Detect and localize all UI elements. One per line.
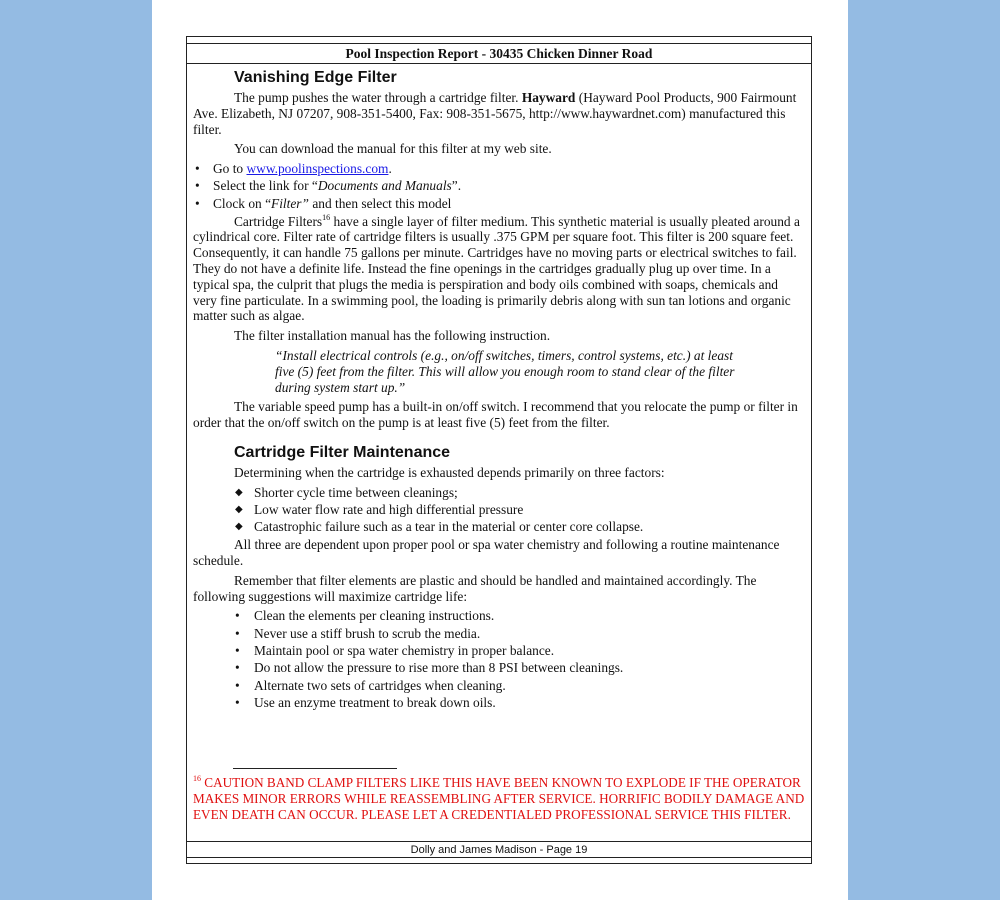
manual-intro-paragraph: The filter installation manual has the following instruction. xyxy=(234,328,551,344)
diamond-bullet-icon: ◆ xyxy=(235,504,243,516)
list-item: ◆ Low water flow rate and high differential pressure xyxy=(235,502,524,518)
remember-paragraph: Remember that filter elements are plastic and should be handled and maintained accordingly. The following suggestions will maximize cartridge life: xyxy=(193,572,757,604)
list-item: • Do not allow the pressure to rise more than 8 PSI between cleanings. xyxy=(235,660,624,676)
list-item: • Go to www.poolinspections.com. xyxy=(195,161,392,177)
list-item: ◆ Shorter cycle time between cleanings; xyxy=(235,484,458,500)
poolinspections-link[interactable]: www.poolinspections.com xyxy=(246,161,389,177)
page-body xyxy=(193,64,805,713)
bullet-icon: • xyxy=(195,195,200,211)
filter-intro-paragraph: The pump pushes the water through a cartridge filter. Hayward (Hayward Pool Products, 900 Fairmount Ave. Elizabeth, NJ 07207, 908-351-5400, Fax: 908-351-5675, http://www.haywardnet.com) manufactured this filter. xyxy=(193,90,797,137)
bullet-icon: • xyxy=(235,660,240,676)
download-steps-list xyxy=(193,161,805,211)
list-item: ◆ Catastrophic failure such as a tear in the material or center core collapse. xyxy=(235,519,644,535)
recommendation-paragraph: The variable speed pump has a built-in on/off switch. I recommend that you relocate the pump or filter in order that the on/off switch on the pump is at least five (5) feet from the filter. xyxy=(193,399,798,431)
bullet-icon: • xyxy=(235,694,240,710)
list-item: • Maintain pool or spa water chemistry in proper balance. xyxy=(235,642,555,658)
download-paragraph: You can download the manual for this filter at my web site. xyxy=(234,141,552,157)
list-item: • Never use a stiff brush to scrub the media. xyxy=(235,625,481,641)
bullet-icon: • xyxy=(195,161,200,177)
list-item: • Use an enzyme treatment to break down oils. xyxy=(235,694,496,710)
diamond-bullet-icon: ◆ xyxy=(235,521,243,533)
factors-list xyxy=(193,485,805,535)
list-item: • Clock on “Filter” and then select this model xyxy=(195,195,452,211)
section-heading-cartridge-maintenance: Cartridge Filter Maintenance xyxy=(234,443,451,461)
maintenance-tips-list xyxy=(193,608,805,710)
page-footer: Dolly and James Madison - Page 19 xyxy=(186,841,812,858)
brand-name: Hayward xyxy=(521,90,576,105)
section-heading-vanishing-edge-filter: Vanishing Edge Filter xyxy=(234,69,397,86)
bullet-icon: • xyxy=(235,625,240,641)
footnote-warning: $^{16}$ CAUTION BAND CLAMP FILTERS LIKE THIS HAVE BEEN KNOWN TO EXPLODE IF THE OPERATOR MAKES MINOR ERRORS WHILE REASSEMBLING AFTER SERVICE. HORRIFIC BODILY DAMAGE AND EVEN DEATH CAN OCCUR. PLEASE LET A CREDENTIALED PROFESSIONAL SERVICE THIS FILTER. xyxy=(193,774,805,822)
bullet-icon: • xyxy=(195,178,200,194)
list-item: • Select the link for “Documents and Manuals”. xyxy=(195,178,462,194)
footnote-reference[interactable]: 16 xyxy=(322,212,331,222)
report-header: Pool Inspection Report - 30435 Chicken Dinner Road xyxy=(186,43,812,64)
bullet-icon: • xyxy=(235,642,240,658)
bullet-icon: • xyxy=(235,677,240,693)
list-item: • Clean the elements per cleaning instructions. xyxy=(235,608,495,624)
factors-intro-paragraph: Determining when the cartridge is exhausted depends primarily on three factors: xyxy=(234,464,665,480)
manual-quote: “Install electrical controls (e.g., on/off switches, timers, control systems, etc.) at least five (5) feet from the filter. This will allow you enough room to stand clear of the filter during system start up.” xyxy=(275,347,735,395)
dependency-paragraph: All three are dependent upon proper pool or spa water chemistry and following a routine maintenance schedule. xyxy=(193,537,780,568)
bullet-icon: • xyxy=(235,608,240,624)
diamond-bullet-icon: ◆ xyxy=(235,486,243,498)
list-item: • Alternate two sets of cartridges when cleaning. xyxy=(235,677,506,693)
footnote-number: 16 xyxy=(193,774,201,783)
footnote-divider xyxy=(233,768,397,769)
cartridge-filters-paragraph: Cartridge Filters$^{16}$ have a single layer of filter medium. This synthetic material is usually pleated around a cylindrical core. Filter rate of cartridge filters is usually .375 GPM per square foot. This filter is 200 square feet. Consequently, it can handle 75 gallons per minute. Cartridges have no moving parts or electrical switches to fail. They do not have a definite life. Instead the fine openings in the cartridges gradually plug up over time. In a typical spa, the culprit that plugs the media is perspiration and body oils combined with soaps, chemicals and very fine particulate. In a swimming pool, the loading is primarily debris along with sun tan lotions and organic matter such as algae. xyxy=(193,212,800,324)
